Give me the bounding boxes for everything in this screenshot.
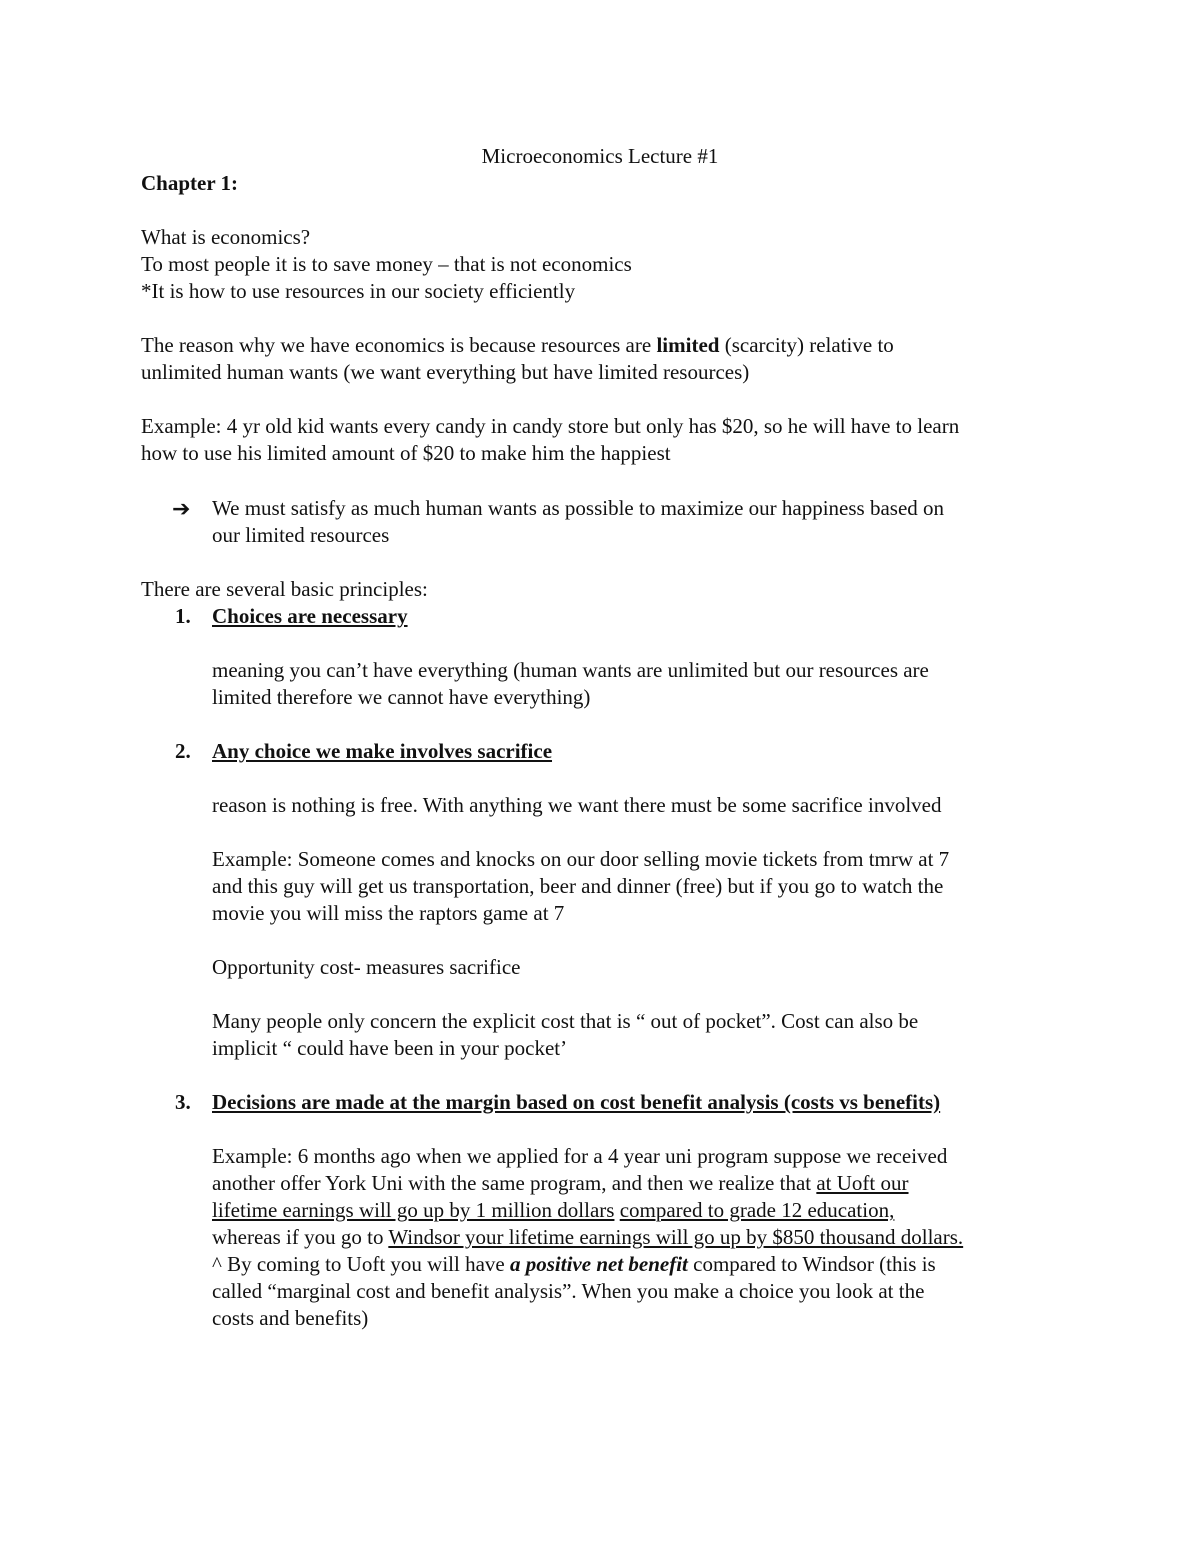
principle-2-reason: reason is nothing is free. With anything we want there must be some sacrifice involved xyxy=(212,793,942,817)
arrow-point-line-1: We must satisfy as much human wants as possible to maximize our happiness based on xyxy=(212,496,945,520)
reason-line-1: The reason why we have economics is because resources are limited (scarcity) relative to xyxy=(141,333,894,357)
document-title: Microeconomics Lecture #1 xyxy=(481,144,719,168)
principle-3-line-5: ^ By coming to Uoft you will have a positive net benefit compared to Windsor (this is xyxy=(212,1252,936,1276)
intro-question: What is economics? xyxy=(141,225,311,249)
example-1-line-1: Example: 4 yr old kid wants every candy in candy store but only has $20, so he will have to learn xyxy=(141,414,960,438)
explicit-cost-line-1: Many people only concern the explicit cost that is “ out of pocket”. Cost can also be xyxy=(212,1009,919,1033)
principle-3-line-3: lifetime earnings will go up by 1 million dollars compared to grade 12 education, xyxy=(212,1198,895,1222)
principle-2-number: 2. xyxy=(175,739,191,763)
arrow-point-line-2: our limited resources xyxy=(212,523,390,547)
principle-1-number: 1. xyxy=(175,604,191,628)
reason-line-2: unlimited human wants (we want everything but have limited resources) xyxy=(141,360,750,384)
principle-1-line-2: limited therefore we cannot have everything) xyxy=(212,685,591,709)
principle-3-line-6: called “marginal cost and benefit analysis”. When you make a choice you look at the xyxy=(212,1279,925,1303)
explicit-cost-line-2: implicit “ could have been in your pocket’ xyxy=(212,1036,568,1060)
principle-2-example-line-1: Example: Someone comes and knocks on our door selling movie tickets from tmrw at 7 xyxy=(212,847,950,871)
right-arrow-icon: ➔ xyxy=(172,496,191,521)
principle-1-line-1: meaning you can’t have everything (human wants are unlimited but our resources are xyxy=(212,658,929,682)
principle-3-number: 3. xyxy=(175,1090,191,1114)
intro-line-1: To most people it is to save money – that is not economics xyxy=(141,252,632,276)
principles-intro: There are several basic principles: xyxy=(141,577,428,601)
example-1-line-2: how to use his limited amount of $20 to make him the happiest xyxy=(141,441,671,465)
principle-3-line-4: whereas if you go to Windsor your lifetime earnings will go up by $850 thousand dollars. xyxy=(212,1225,964,1249)
intro-line-2: *It is how to use resources in our society efficiently xyxy=(141,279,576,303)
chapter-heading: Chapter 1: xyxy=(141,171,239,195)
principle-3-line-2: another offer York Uni with the same program, and then we realize that at Uoft our xyxy=(212,1171,909,1195)
principle-3-heading: Decisions are made at the margin based on cost benefit analysis (costs vs benefits) xyxy=(212,1090,941,1114)
principle-2-heading: Any choice we make involves sacrifice xyxy=(212,739,553,763)
principle-3-line-1: Example: 6 months ago when we applied for a 4 year uni program suppose we received xyxy=(212,1144,948,1168)
principle-2-example-line-3: movie you will miss the raptors game at 7 xyxy=(212,901,565,925)
principle-1-heading: Choices are necessary xyxy=(212,604,408,628)
principle-2-example-line-2: and this guy will get us transportation, beer and dinner (free) but if you go to watch the xyxy=(212,874,944,898)
principle-3-line-7: costs and benefits) xyxy=(212,1306,369,1330)
opportunity-cost-line: Opportunity cost- measures sacrifice xyxy=(212,955,521,979)
